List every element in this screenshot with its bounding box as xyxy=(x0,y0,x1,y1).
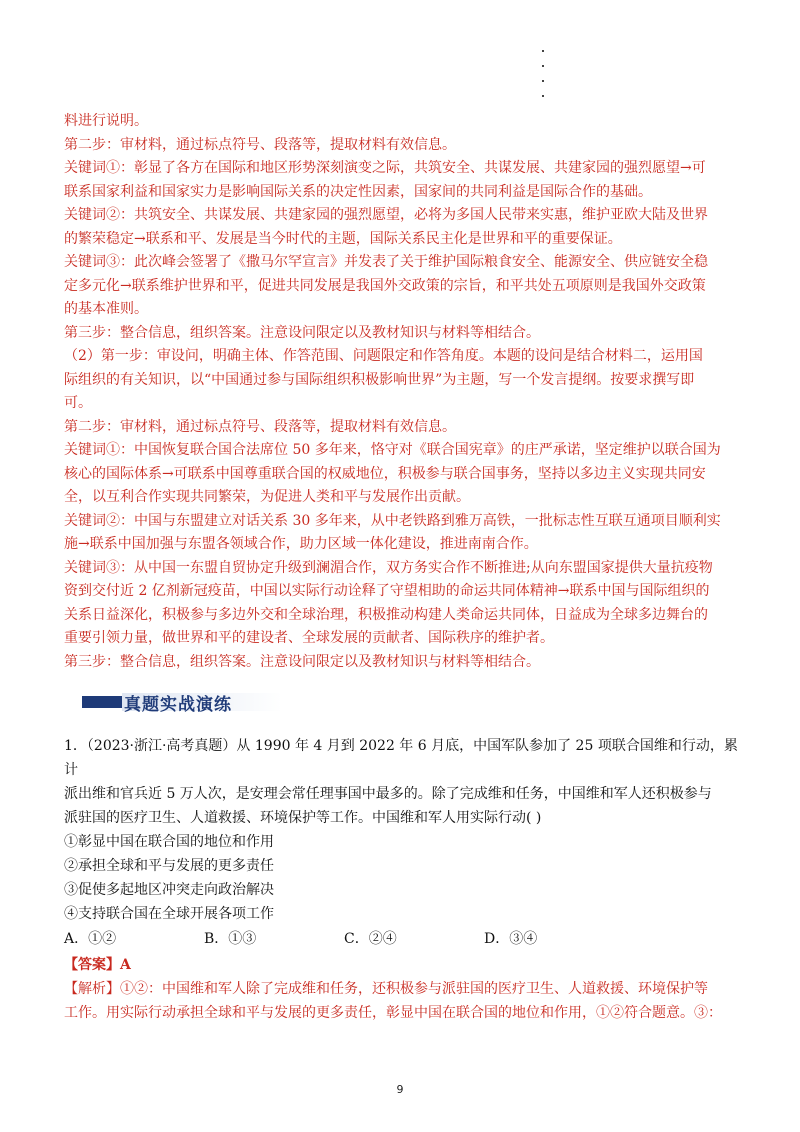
text-line: 关键词①：中国恢复联合国合法席位 50 多年来，恪守对《联合国宪章》的庄严承诺，坚定维护以联合国为 xyxy=(64,442,721,458)
section-title: 真题实战演练 xyxy=(124,695,232,715)
text-line: 联系国家利益和国家实力是影响国际关系的决定性因素，国家间的共同利益是国际合作的基础。 xyxy=(64,183,652,200)
answer-value: A xyxy=(120,957,131,973)
text-line: （2）第一步：审设问，明确主体、作答范围、问题限定和作答角度。本题的设问是结合材料二，运用国 xyxy=(64,348,703,364)
analysis-line: 工作。用实际行动承担全球和平与发展的更多责任，彰显中国在联合国的地位和作用，①②符合题意。③： xyxy=(64,1004,722,1021)
question-line: ①彰显中国在联合国的地位和作用 xyxy=(64,834,274,850)
analysis-line: 【解析】①②：中国维和军人除了完成维和任务，还积极参与派驻国的医疗卫生、人道救援、环境保护等 xyxy=(64,981,708,997)
analysis-block xyxy=(64,978,740,1025)
text-line: 核心的国际体系→可联系中国尊重联合国的权威地位，积极参与联合国事务，坚持以多边主义实现共同安 xyxy=(64,465,706,482)
question-line: 派出维和官兵近 5 万人次，是安理会常任理事国中最多的。除了完成维和任务，中国维和军人还积极参与 xyxy=(64,786,712,802)
banner-bar xyxy=(82,696,122,708)
text-line: 第二步：审材料，通过标点符号、段落等，提取材料有效信息。 xyxy=(64,418,456,435)
answer-line xyxy=(64,952,740,978)
answer-label: 【答案】 xyxy=(64,957,120,973)
text-line: 关系日益深化，积极参与多边外交和全球治理，积极推动构建人类命运共同体，日益成为全球多边舞台的 xyxy=(64,606,708,623)
analysis-steps xyxy=(64,110,740,674)
decorative-dots xyxy=(540,50,550,110)
text-line: 关键词②：中国与东盟建立对话关系 30 多年来，从中老铁路到雅万高铁，一批标志性互联互通项目顺利实 xyxy=(64,512,721,529)
text-line: 际组织的有关知识，以“中国通过参与国际组织积极影响世界”为主题，写一个发言提纲。按要求撰写即 xyxy=(64,371,695,388)
option-d: D．③④ xyxy=(484,931,538,947)
text-line: 关键词②：共筑安全、共谋发展、共建家园的强烈愿望，必将为多国人民带来实惠，维护亚欧大陆及世界 xyxy=(64,207,708,223)
option-a: A．①② xyxy=(64,931,117,947)
text-line: 定多元化→联系维护世界和平，促进共同发展是我国外交政策的宗旨，和平共处五项原则是我国外交政策 xyxy=(64,277,706,294)
question-line: ④支持联合国在全球开展各项工作 xyxy=(64,906,274,922)
question-line: 1．（2023·浙江·高考真题）从 1990 年 4 月到 2022 年 6 月底，中国军队参加了 25 项联合国维和行动，累计 xyxy=(64,738,738,778)
text-line: 的基本准则。 xyxy=(64,301,148,317)
question-line: 派驻国的医疗卫生、人道救援、环境保护等工作。中国维和军人用实际行动( ) xyxy=(64,810,542,826)
option-b: B．①③ xyxy=(204,931,257,947)
text-line: 可。 xyxy=(64,395,92,411)
text-line: 第三步：整合信息，组织答案。注意设问限定以及教材知识与材料等相结合。 xyxy=(64,324,540,341)
text-line: 的繁荣稳定→联系和平、发展是当今时代的主题，国际关系民主化是世界和平的重要保证。 xyxy=(64,230,622,247)
text-line: 第三步：整合信息，组织答案。注意设问限定以及教材知识与材料等相结合。 xyxy=(64,653,540,670)
page-number: 9 xyxy=(396,1083,404,1096)
question-line: ②承担全球和平与发展的更多责任 xyxy=(64,858,274,874)
text-line: 料进行说明。 xyxy=(64,113,148,129)
text-line: 关键词③：此次峰会签署了《撒马尔罕宣言》并发表了关于维护国际粮食安全、能源安全、供应链安全稳 xyxy=(64,254,708,270)
page-content xyxy=(64,110,740,1025)
text-line: 第二步：审材料，通过标点符号、段落等，提取材料有效信息。 xyxy=(64,136,456,153)
section-banner xyxy=(82,688,302,716)
option-c: C．②④ xyxy=(344,931,397,947)
text-line: 关键词①：彰显了各方在国际和地区形势深刻演变之际，共筑安全、共谋发展、共建家园的强烈愿望→可 xyxy=(64,160,706,176)
text-line: 资到交付近 2 亿剂新冠疫苗，中国以实际行动诠释了守望相助的命运共同体精神→联系中国与国际组织的 xyxy=(64,583,710,599)
text-line: 全，以互利合作实现共同繁荣，为促进人类和平与发展作出贡献。 xyxy=(64,489,470,505)
text-line: 关键词③：从中国一东盟自贸协定升级到澜湄合作，双方务实合作不断推进;从向东盟国家提供大量抗疫物 xyxy=(64,559,713,576)
text-line: 施→联系中国加强与东盟各领域合作，助力区域一体化建设，推进南南合作。 xyxy=(64,536,538,552)
question-block xyxy=(64,734,740,926)
question-line: ③促使多起地区冲突走向政治解决 xyxy=(64,882,274,898)
text-line: 重要引领力量，做世界和平的建设者、全球发展的贡献者、国际秩序的维护者。 xyxy=(64,630,554,646)
question-options xyxy=(64,926,740,952)
